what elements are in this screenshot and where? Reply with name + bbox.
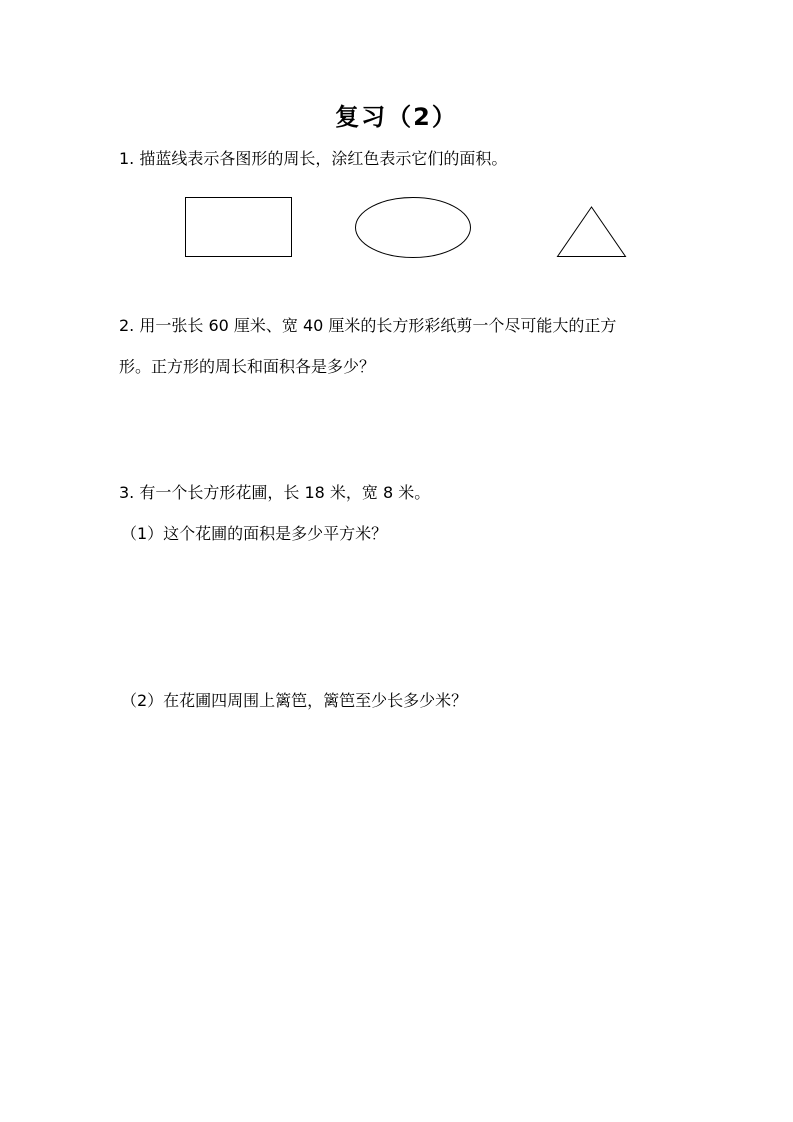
page-title: 复习（2） bbox=[335, 103, 458, 131]
ellipse-shape bbox=[356, 198, 471, 258]
question-2-line-2: 形。正方形的周长和面积各是多少？ bbox=[119, 357, 376, 376]
rectangle-shape bbox=[186, 198, 292, 257]
question-3-intro: 3. 有一个长方形花圃，长 18 米，宽 8 米。 bbox=[119, 483, 431, 502]
question-3-part-2: （2）在花圃四周围上篱笆，篱笆至少长多少米？ bbox=[121, 691, 468, 710]
question-2-line-1: 2. 用一张长 60 厘米、宽 40 厘米的长方形彩纸剪一个尽可能大的正方 bbox=[119, 316, 617, 335]
triangle-shape bbox=[558, 207, 626, 257]
question-1-text: 1. 描蓝线表示各图形的周长，涂红色表示它们的面积。 bbox=[119, 149, 508, 168]
question-3-part-1: （1）这个花圃的面积是多少平方米？ bbox=[121, 524, 388, 543]
